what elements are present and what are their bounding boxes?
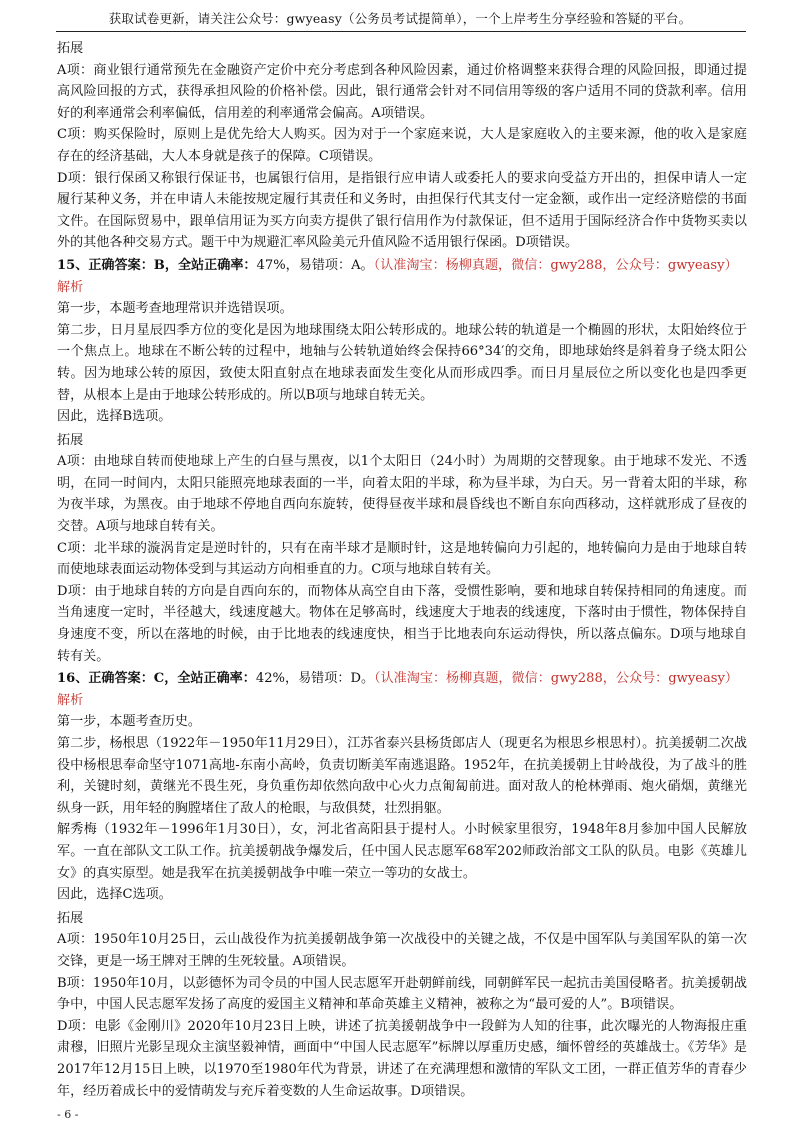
q16-extension-heading: 拓展 <box>57 910 84 926</box>
q16-answer-label: 正确答案： <box>88 671 154 687</box>
q16-rate-label: 全站正确率： <box>177 671 256 687</box>
q15-extension-a: A项：由地球自转而使地球上产生的白昼与黑夜，以1个太阳日（24小时）为周期的交替现象。由于地球不发光、不透明，在同一时间内，太阳只能照亮地球表面的一半，向着太阳的半球，称为昼半球，为白天。另一背着太阳的半球，称为夜半球，为黑夜。由于地球不停地自西向东旋转，使得昼夜半球和晨昏线也不断自东向西移动，这样就形成了昼夜的交替。A项与地球自转有关。 <box>57 454 747 535</box>
q16-extension-b: B项：1950年10月，以彭德怀为司令员的中国人民志愿军开赴朝鲜前线，同朝鲜军民一起抗击美国侵略者。抗美援朝战争中，中国人民志愿军发扬了高度的爱国主义精神和革命英雄主义精神，被称之为“最可爱的人”。B项错误。 <box>57 975 747 1013</box>
q16-analysis-step2: 第二步，杨根思（1922年－1950年11月29日），江苏省泰兴县杨货郎店人（现更名为根思乡根思村）。抗美援朝二次战役中杨根思奉命坚守1071高地-东南小高岭，负责切断美军南逃退路。1952年，在抗美援朝上甘岭战役，为了战斗的胜利，关键时刻，黄继光不畏生死，身负重伤却依然向敌中心火力点匍匐前进。面对敌人的枪林弹雨、炮火硝烟，黄继光纵身一跃，用年轻的胸膛堵住了敌人的枪眼，与敌俱焚，壮烈捐躯。 <box>57 736 747 816</box>
q16-watermark: （认准淘宝：杨柳真题，微信：gwy288，公众号：gwyeasy） <box>374 671 739 687</box>
q15-analysis-conclusion: 因此，选择B选项。 <box>57 409 172 425</box>
q16-extension-a: A项：1950年10月25日，云山战役作为抗美援朝战争第一次战役中的关键之战，不仅是中国军队与美国军队的第一次交锋，更是一场王牌对王牌的生死较量。A项错误。 <box>57 932 747 969</box>
q15-rate: 47%，易错项：A。 <box>256 257 374 273</box>
page-content <box>57 36 747 1102</box>
q16-analysis-xie-xiumei: 解秀梅（1932年－1996年1月30日），女，河北省高阳县于提村人。小时候家里很穷，1948年8月参加中国人民解放军。一直在部队文工队工作。抗美援朝战争爆发后，任中国人民志愿军68军202师政治部文工队的队员。电影《英雄儿女》的真实原型。她是我军在抗美援朝战争中唯一荣立一等功的女战士。 <box>57 822 747 881</box>
q15-watermark: （认准淘宝：杨柳真题，微信：gwy288，公众号：gwyeasy） <box>373 257 738 273</box>
q16-answer-line <box>57 668 747 690</box>
header-divider <box>56 31 746 32</box>
q15-analysis-step2: 第二步，日月星辰四季方位的变化是因为地球围绕太阳公转形成的。地球公转的轨道是一个椭圆的形状，太阳始终位于一个焦点上。地球在不断公转的过程中，地轴与公转轨道始终会保持66°34′的交角，即地球始终是斜着身子绕太阳公转。因为地球公转的原因，致使太阳直射点在地球表面发生变化从而形成四季。而日月星辰位之所以变化也是四季更替，从根本上是由于地球公转形成的。所以B项与地球自转无关。 <box>57 322 747 403</box>
q15-analysis-step1: 第一步，本题考查地理常识并选错误项。 <box>57 301 293 317</box>
q16-rate: 42%，易错项：D。 <box>255 671 375 687</box>
q14-extension-a: A项：商业银行通常预先在金融资产定价中充分考虑到各种风险因素，通过价格调整来获得合理的风险回报，即通过提高风险回报的方式，获得承担风险的价格补偿。因此，银行通常会针对不同信用等级的客户适用不同的贷款利率。信用好的利率通常会利率偏低，信用差的利率通常会偏高。A项错误。 <box>57 62 747 121</box>
q16-analysis-step1: 第一步，本题考查历史。 <box>57 714 202 730</box>
q15-rate-label: 全站正确率： <box>177 257 257 273</box>
q16-extension-d: D项：电影《金刚川》2020年10月23日上映，讲述了抗美援朝战争中一段鲜为人知的往事，此次曝光的人物海报庄重肃穆，旧照片光影呈现众主演坚毅神情，画面中“中国人民志愿军”标牌以厚重历史感，缅怀曾经的英雄战士。《芳华》是2017年12月15日上映，以1970至1980年代为背景，讲述了在充满理想和激情的军队文工团，一群正值芳华的青春少年，经历着成长中的爱情萌发与充斥着变数的人生命运故事。D项错误。 <box>57 1018 747 1099</box>
q16-answer: C， <box>153 671 178 687</box>
q15-answer-line <box>57 255 747 277</box>
q15-number: 15、 <box>57 257 89 273</box>
q15-answer: B， <box>153 257 178 273</box>
q14-extension-heading: 拓展 <box>57 41 84 56</box>
q16-number: 16、 <box>57 671 89 687</box>
page-number: - 6 - <box>57 1108 79 1121</box>
q15-analysis-heading: 解析 <box>57 279 84 295</box>
q15-extension-d: D项：由于地球自转的方向是自西向东的，而物体从高空自由下落，受惯性影响，要和地球自转保持相同的角速度。而当角速度一定时，半径越大，线速度越大。物体在足够高时，线速度大于地表的线速度，下落时由于惯性，物体保持自身速度不变，所以在落地的时候，由于比地表的线速度快，相当于比地表向东运动得快，所以落点偏东。D项与地球自转有关。 <box>57 583 747 664</box>
q15-extension-heading: 拓展 <box>57 432 84 448</box>
q15-extension-c: C项：北半球的漩涡肯定是逆时针的，只有在南半球才是顺时针，这是地转偏向力引起的，地转偏向力是由于地球自转而使地球表面运动物体受到与其运动方向相垂直的力。C项与地球自转有关。 <box>57 540 747 578</box>
q15-answer-label: 正确答案： <box>88 257 154 273</box>
q14-extension-d: D项：银行保函又称银行保证书，也属银行信用，是指银行应申请人或委托人的要求向受益方开出的，担保申请人一定履行某种义务，并在申请人未能按规定履行其责任和义务时，由担保行代其支付一定金额，或作出一定经济赔偿的书面文件。在国际贸易中，跟单信用证为买方向卖方提供了银行信用作为付款保证，但不适用于国际经济合作中货物买卖以外的其他各种交易方式。题干中为规避汇率风险美元升值风险不适用银行保函。D项错误。 <box>57 170 747 251</box>
page-header: 获取试卷更新，请关注公众号：gwyeasy（公务员考试提简单），一个上岸考生分享经验和答疑的平台。 <box>108 11 692 26</box>
q16-analysis-conclusion: 因此，选择C选项。 <box>57 887 172 903</box>
q14-extension-c: C项：购买保险时，原则上是优先给大人购买。因为对于一个家庭来说，大人是家庭收入的主要来源，他的收入是家庭存在的经济基础，大人本身就是孩子的保障。C项错误。 <box>57 127 747 164</box>
q16-analysis-heading: 解析 <box>57 692 84 708</box>
